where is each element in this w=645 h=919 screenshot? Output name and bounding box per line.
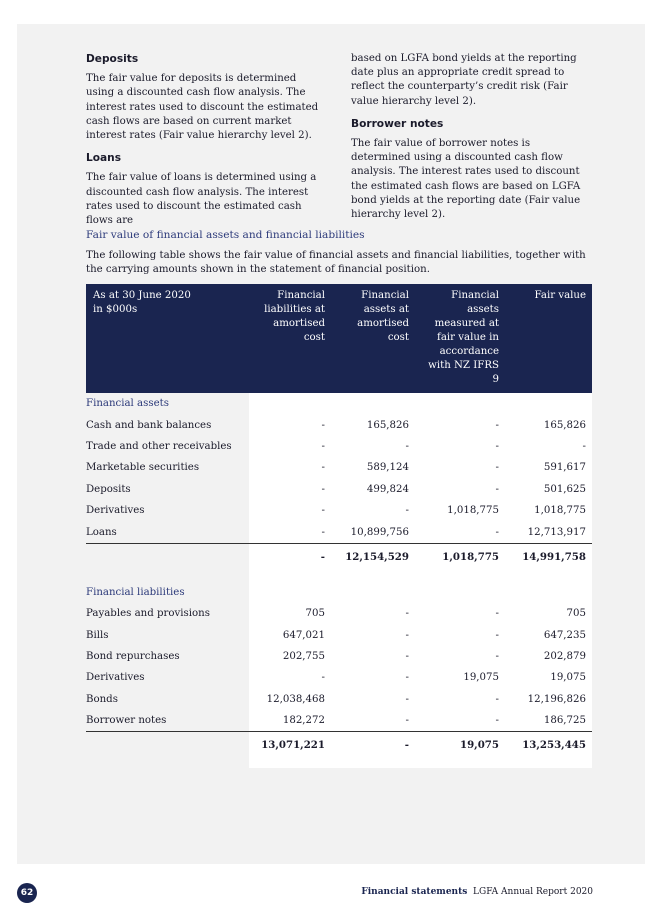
cell-c3: - bbox=[415, 414, 505, 435]
empty-cell bbox=[415, 582, 505, 603]
row-label: Derivatives bbox=[86, 505, 145, 517]
cell-c4: 12,196,826 bbox=[505, 689, 592, 710]
cell-c1: 647,021 bbox=[249, 625, 331, 646]
empty-cell bbox=[331, 582, 415, 603]
row-label: Bonds bbox=[86, 693, 118, 705]
footer-section: Financial statements bbox=[361, 887, 468, 897]
cell-c4: 591,617 bbox=[505, 457, 592, 478]
row-label bbox=[86, 732, 249, 759]
table-row bbox=[86, 646, 592, 667]
intro-paragraph: The following table shows the fair value of financial assets and financial liabilities, together with the carrying amounts shown in the statement of financial position. bbox=[86, 250, 586, 276]
cell-c2: 12,154,529 bbox=[331, 543, 415, 570]
cell-c3: - bbox=[415, 689, 505, 710]
page-number: 62 bbox=[17, 883, 37, 903]
spacer-cell bbox=[505, 758, 592, 768]
spacer-cell bbox=[415, 758, 505, 768]
header-fair-value: Fair value bbox=[505, 284, 592, 393]
cell-c1: - bbox=[249, 521, 331, 543]
table-row bbox=[86, 457, 592, 478]
spacer-row bbox=[86, 570, 592, 582]
empty-cell bbox=[249, 582, 331, 603]
loans-paragraph-continued: based on LGFA bond yields at the reporting date plus an appropriate credit spread to reflect the counterparty’s credit risk (Fair value hierarchy level 2). bbox=[351, 53, 577, 107]
cell-c1: - bbox=[249, 500, 331, 521]
table-row bbox=[86, 500, 592, 521]
empty-cell bbox=[415, 393, 505, 414]
cell-c2: - bbox=[331, 667, 415, 688]
table-body bbox=[86, 393, 592, 768]
cell-c2: 499,824 bbox=[331, 479, 415, 500]
cell-c2: - bbox=[331, 646, 415, 667]
row-label: Derivatives bbox=[86, 672, 145, 684]
row-label bbox=[86, 543, 249, 570]
footer-text bbox=[361, 887, 593, 897]
fair-value-table bbox=[86, 284, 592, 768]
cell-c3: - bbox=[415, 625, 505, 646]
cell-c3: - bbox=[415, 521, 505, 543]
cell-c3: 1,018,775 bbox=[415, 500, 505, 521]
header-assets-amortised: Financial assets at amortised cost bbox=[331, 284, 415, 393]
header-liabilities-amortised: Financial liabilities at amortised cost bbox=[249, 284, 331, 393]
cell-c2: - bbox=[331, 436, 415, 457]
row-label: Deposits bbox=[86, 483, 131, 495]
page-footer bbox=[0, 878, 645, 908]
cell-c3: - bbox=[415, 646, 505, 667]
assets-group-title bbox=[86, 393, 592, 414]
cell-c4: 14,991,758 bbox=[505, 543, 592, 570]
row-label: Payables and provisions bbox=[86, 608, 210, 620]
deposits-paragraph: The fair value for deposits is determined using a discounted cash flow analysis. The interest rates used to discount the estimated cash flows are based on current market interest rates (Fair value hierarchy level 2). bbox=[86, 73, 319, 142]
cell-c3: 1,018,775 bbox=[415, 543, 505, 570]
cell-c4: 12,713,917 bbox=[505, 521, 592, 543]
cell-c1: - bbox=[249, 414, 331, 435]
cell-c2: - bbox=[331, 500, 415, 521]
loans-heading: Loans bbox=[86, 152, 122, 165]
cell-c1: 12,038,468 bbox=[249, 689, 331, 710]
empty-cell bbox=[505, 582, 592, 603]
cell-c1: 705 bbox=[249, 603, 331, 624]
spacer-cell bbox=[249, 758, 331, 768]
cell-c1: 202,755 bbox=[249, 646, 331, 667]
cell-c4: 13,253,445 bbox=[505, 732, 592, 759]
table-row bbox=[86, 414, 592, 435]
cell-c1: - bbox=[249, 457, 331, 478]
cell-c3: - bbox=[415, 457, 505, 478]
cell-c2: - bbox=[331, 689, 415, 710]
section-title: Fair value of financial assets and financial liabilities bbox=[86, 229, 365, 241]
spacer-cell bbox=[331, 570, 415, 582]
table-row bbox=[86, 603, 592, 624]
cell-c2: - bbox=[331, 710, 415, 732]
empty-cell bbox=[505, 393, 592, 414]
cell-c1: - bbox=[249, 479, 331, 500]
assets-total-row bbox=[86, 543, 592, 570]
spacer-cell bbox=[86, 570, 249, 582]
table-row bbox=[86, 710, 592, 732]
liabilities-group-title bbox=[86, 582, 592, 603]
cell-c1: 13,071,221 bbox=[249, 732, 331, 759]
group-title: Financial assets bbox=[86, 398, 169, 410]
cell-c1: 182,272 bbox=[249, 710, 331, 732]
row-label: Loans bbox=[86, 526, 117, 538]
empty-cell bbox=[331, 393, 415, 414]
row-label: Trade and other receivables bbox=[86, 440, 232, 452]
row-label: Bond repurchases bbox=[86, 651, 180, 663]
cell-c3: - bbox=[415, 710, 505, 732]
loans-paragraph: The fair value of loans is determined using a discounted cash flow analysis. The interest rates used to discount the estimated cash flows are bbox=[86, 172, 317, 227]
spacer-cell bbox=[505, 570, 592, 582]
cell-c4: 705 bbox=[505, 603, 592, 624]
left-text-column bbox=[86, 52, 326, 236]
spacer-cell bbox=[249, 570, 331, 582]
table-row bbox=[86, 625, 592, 646]
cell-c2: 10,899,756 bbox=[331, 521, 415, 543]
empty-cell bbox=[249, 393, 331, 414]
table-header-row bbox=[86, 284, 592, 393]
spacer-cell bbox=[331, 758, 415, 768]
cell-c3: - bbox=[415, 436, 505, 457]
row-label: Borrower notes bbox=[86, 715, 167, 727]
spacer-cell bbox=[86, 758, 249, 768]
header-assets-fair-value: Financial assets measured at fair value in accordance with NZ IFRS 9 bbox=[415, 284, 505, 393]
row-label: Cash and bank balances bbox=[86, 419, 212, 431]
cell-c4: 186,725 bbox=[505, 710, 592, 732]
spacer-row bbox=[86, 758, 592, 768]
cell-c4: 202,879 bbox=[505, 646, 592, 667]
spacer-cell bbox=[415, 570, 505, 582]
cell-c2: 165,826 bbox=[331, 414, 415, 435]
borrower-notes-paragraph: The fair value of borrower notes is determined using a discounted cash flow analysis. The interest rates used to discount the estimated cash flows are based on LGFA bond yields at the reporting date (Fair value hierarchy level 2). bbox=[351, 138, 581, 221]
liabilities-total-row bbox=[86, 732, 592, 759]
header-period-line2: in $000s bbox=[93, 304, 138, 315]
table-row bbox=[86, 667, 592, 688]
header-period bbox=[86, 284, 249, 393]
cell-c4: 501,625 bbox=[505, 479, 592, 500]
row-label: Marketable securities bbox=[86, 462, 200, 474]
cell-c2: - bbox=[331, 603, 415, 624]
cell-c2: 589,124 bbox=[331, 457, 415, 478]
header-period-line1: As at 30 June 2020 bbox=[93, 290, 191, 301]
table-row bbox=[86, 479, 592, 500]
table-row bbox=[86, 689, 592, 710]
cell-c4: 19,075 bbox=[505, 667, 592, 688]
cell-c2: - bbox=[331, 732, 415, 759]
cell-c4: 165,826 bbox=[505, 414, 592, 435]
cell-c4: 1,018,775 bbox=[505, 500, 592, 521]
footer-report: LGFA Annual Report 2020 bbox=[473, 887, 593, 897]
table-row bbox=[86, 436, 592, 457]
cell-c4: - bbox=[505, 436, 592, 457]
row-label: Bills bbox=[86, 629, 109, 641]
cell-c1: - bbox=[249, 543, 331, 570]
borrower-notes-heading: Borrower notes bbox=[351, 117, 444, 130]
deposits-heading: Deposits bbox=[86, 53, 139, 65]
cell-c2: - bbox=[331, 625, 415, 646]
cell-c3: 19,075 bbox=[415, 732, 505, 759]
cell-c4: 647,235 bbox=[505, 625, 592, 646]
cell-c3: 19,075 bbox=[415, 667, 505, 688]
right-text-column bbox=[351, 52, 591, 230]
cell-c3: - bbox=[415, 603, 505, 624]
cell-c1: - bbox=[249, 436, 331, 457]
table-row bbox=[86, 521, 592, 543]
group-title: Financial liabilities bbox=[86, 586, 185, 598]
cell-c3: - bbox=[415, 479, 505, 500]
cell-c1: - bbox=[249, 667, 331, 688]
